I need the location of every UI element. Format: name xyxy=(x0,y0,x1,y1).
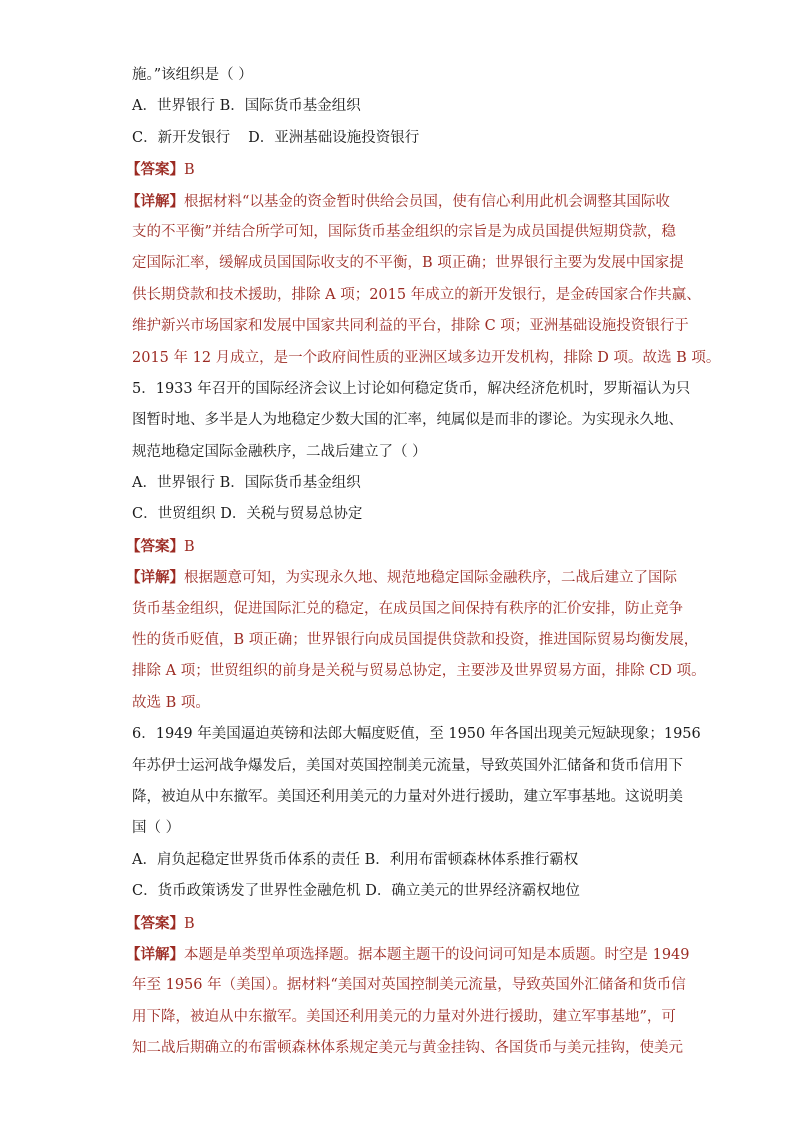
q6-detail-line: 年至 1956 年（美国）。据材料“美国对英国控制美元流量，导致英国外汇储备和货币信 xyxy=(132,977,686,994)
document-page xyxy=(126,60,721,1065)
q4-option-cd xyxy=(132,123,672,154)
q5-detail-line: 性的货币贬值，B 项正确；世界银行向成员国提供贷款和投资，推进国际贸易均衡发展， xyxy=(132,632,699,649)
q6-answer-value: B xyxy=(184,915,195,932)
q4-answer-tag: 【答案】 xyxy=(126,161,184,179)
q6-detail-line: 知二战后期确立的布雷顿森林体系规定美元与黄金挂钩、各国货币与美元挂钩，使美元 xyxy=(132,1040,683,1057)
q6-stem-line: 国（ ） xyxy=(132,820,181,837)
q5-stem-line: 5．1933 年召开的国际经济会议上讨论如何稳定货币，解决经济危机时，罗斯福认为只 xyxy=(132,380,691,397)
q4-answer xyxy=(126,154,672,185)
q6-answer xyxy=(126,908,672,939)
q5-detail-line: 故选 B 项。 xyxy=(132,694,210,711)
q5-answer-value: B xyxy=(184,538,195,555)
q5-stem-line: 图暂时地、多半是人为地稳定少数大国的汇率，纯属似是而非的谬论。为实现永久地、 xyxy=(132,412,683,429)
q6-stem-line: 6．1949 年美国逼迫英镑和法郎大幅度贬值，至 1950 年各国出现美元短缺现象；1956 xyxy=(132,726,701,743)
q4-detail-line: 【详解】根据材料“以基金的资金暂时供给会员国，使有信心利用此机会调整其国际收 xyxy=(126,192,670,210)
q5-option-ab: A．世界银行 B．国际货币基金组织 xyxy=(132,475,361,492)
q6-detail-line: 用下降，被迫从中东撤军。美国还利用美元的力量对外进行援助，建立军事基地”，可 xyxy=(132,1008,676,1025)
q6-stem-line: 降，被迫从中东撤军。美国还利用美元的力量对外进行援助，建立军事基地。这说明美 xyxy=(132,788,683,805)
q5-detail-tag: 【详解】 xyxy=(126,569,184,587)
q6-detail-line: 【详解】本题是单类型单项选择题。据本题主题干的设问词可知是本质题。时空是 1949 xyxy=(126,945,690,963)
q4-detail-line: 维护新兴市场国家和发展中国家共同利益的平台，排除 C 项；亚洲基础设施投资银行于 xyxy=(132,318,689,335)
q5-detail-line: 【详解】根据题意可知，为实现永久地、规范地稳定国际金融秩序，二战后建立了国际 xyxy=(126,569,677,587)
q6-answer-tag: 【答案】 xyxy=(126,914,184,932)
q5-detail-line: 货币基金组织，促进国际汇兑的稳定，在成员国之间保持有秩序的汇价安排，防止竞争 xyxy=(132,600,683,617)
q5-answer xyxy=(126,531,672,562)
q5-detail-line: 排除 A 项；世贸组织的前身是关税与贸易总协定，主要涉及世界贸易方面，排除 CD 项。 xyxy=(132,663,706,680)
q6-option-ab: A．肩负起稳定世界货币体系的责任 B．利用布雷顿森林体系推行霸权 xyxy=(132,851,579,868)
q4-stem-tail: 施。”该组织是（ ） xyxy=(132,67,253,83)
q4-option-d: D．亚洲基础设施投资银行 xyxy=(248,129,420,146)
q4-option-c: C．新开发银行 xyxy=(132,129,231,146)
q4-detail-line: 定国际汇率，缓解成员国国际收支的不平衡，B 项正确；世界银行主要为发展中国家提 xyxy=(132,255,684,272)
q6-detail-tag: 【详解】 xyxy=(126,945,184,963)
q5-option-cd: C．世贸组织 D．关税与贸易总协定 xyxy=(132,506,363,523)
q4-detail-line: 供长期贷款和技术援助，排除 A 项；2015 年成立的新开发银行，是金砖国家合作共赢、 xyxy=(132,286,701,303)
q6-option-cd: C．货币政策诱发了世界性金融危机 D．确立美元的世界经济霸权地位 xyxy=(132,883,580,900)
q4-detail-line: 支的不平衡”并结合所学可知，国际货币基金组织的宗旨是为成员国提供短期贷款，稳 xyxy=(132,223,676,240)
q5-stem-line: 规范地稳定国际金融秩序，二战后建立了（ ） xyxy=(132,443,427,460)
q4-detail-tag: 【详解】 xyxy=(126,192,184,210)
q4-detail-line: 2015 年 12 月成立，是一个政府间性质的亚洲区域多边开发机构，排除 D 项。故选 B 项。 xyxy=(132,349,721,366)
q4-answer-value: B xyxy=(184,162,195,179)
q4-option-ab: A．世界银行 B．国际货币基金组织 xyxy=(132,98,361,115)
q5-answer-tag: 【答案】 xyxy=(126,537,184,555)
q6-stem-line: 年苏伊士运河战争爆发后，美国对英国控制美元流量，导致英国外汇储备和货币信用下 xyxy=(132,757,683,774)
